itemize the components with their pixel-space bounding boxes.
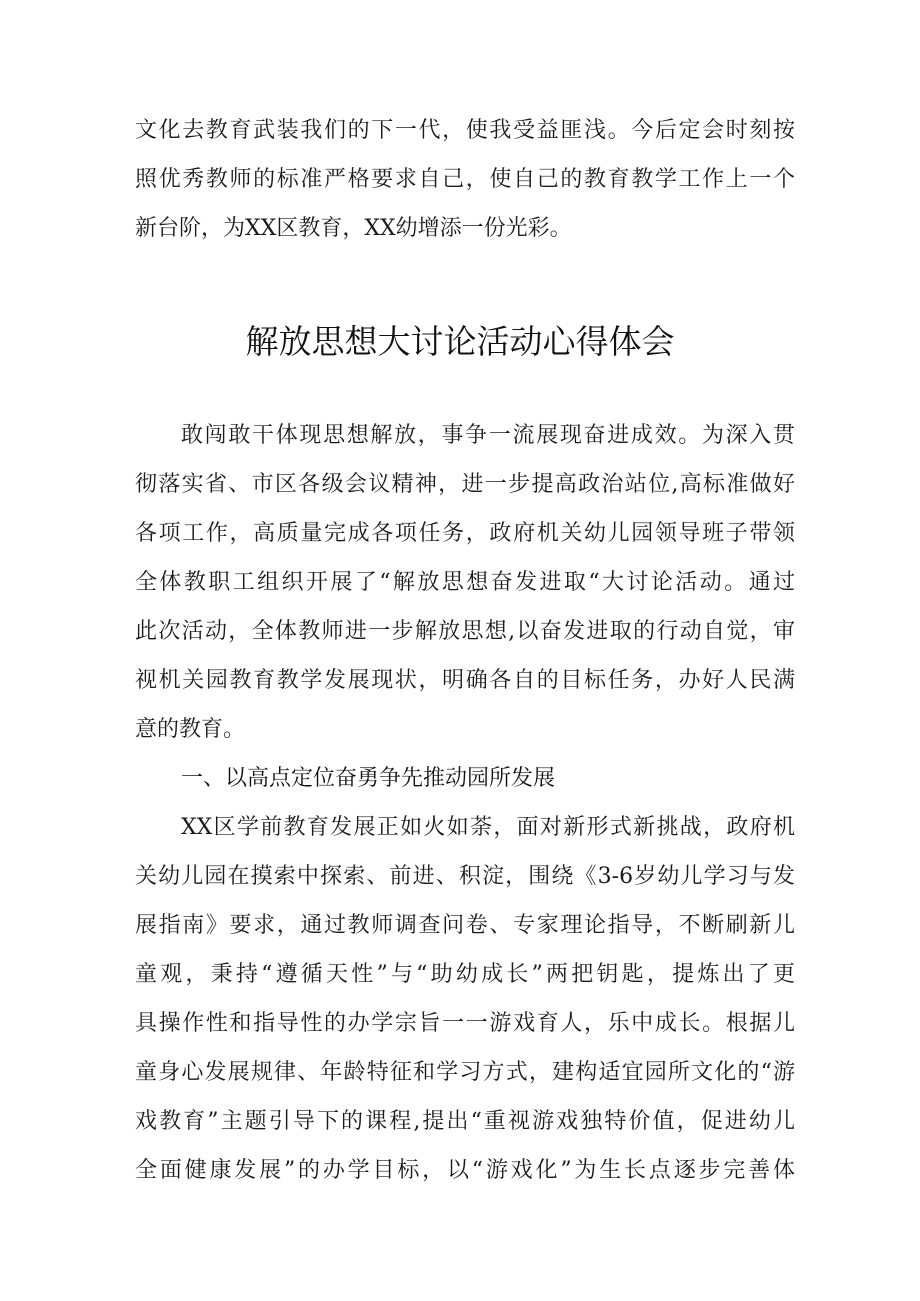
- paragraph1-line-7: 意的教育。: [135, 717, 246, 742]
- section1-line-7: 戏教育”主题引导下的课程,提出“重视游戏独特价值，促进幼儿: [135, 1109, 795, 1134]
- section1-line-2: 关幼儿园在摸索中探索、前进、积淀，围绕《3-6岁幼儿学习与发: [135, 864, 795, 889]
- section1-line-8: 全面健康发展”的办学目标，以“游戏化”为生长点逐步完善体: [135, 1158, 795, 1183]
- paragraph1-line-2: 彻落实省、市区各级会议精神，进一步提高政治站位,高标准做好: [135, 472, 795, 497]
- intro-line-2: 照优秀教师的标准严格要求自己，使自己的教育教学工作上一个: [135, 167, 795, 192]
- section1-line-5: 具操作性和指导性的办学宗旨一一游戏育人，乐中成长。根据儿: [135, 1011, 795, 1036]
- article-title: 解放思想大讨论活动心得体会: [245, 322, 675, 361]
- paragraph1-line-5: 此次活动，全体教师进一步解放思想,以奋发进取的行动自觉，审: [135, 619, 795, 644]
- paragraph1-line-4: 全体教职工组织开展了“解放思想奋发进取“大讨论活动。通过: [135, 570, 795, 595]
- section1-line-4: 童观，秉持“遵循天性”与“助幼成长”两把钥匙，提炼出了更: [135, 962, 795, 987]
- intro-line-3: 新台阶，为XX区教育，XX幼增添一份光彩。: [135, 216, 572, 241]
- section1-line-1: XX区学前教育发展正如火如荼，面对新形式新挑战，政府机: [181, 815, 795, 840]
- section1-line-6: 童身心发展规律、年龄特征和学习方式，建构适宜园所文化的“游: [135, 1060, 795, 1085]
- paragraph1-line-6: 视机关园教育教学发展现状，明确各自的目标任务，办好人民满: [135, 668, 795, 693]
- paragraph1-line-1: 敢闯敢干体现思想解放，事争一流展现奋进成效。为深入贯: [181, 423, 795, 448]
- intro-line-1: 文化去教育武装我们的下一代，使我受益匪浅。今后定会时刻按: [135, 118, 795, 143]
- paragraph1-line-3: 各项工作，高质量完成各项任务，政府机关幼儿园领导班子带领: [135, 521, 795, 546]
- section1-line-3: 展指南》要求，通过教师调查问卷、专家理论指导，不断刷新儿: [135, 913, 795, 938]
- section1-heading: 一、以高点定位奋勇争先推动园所发展: [181, 766, 556, 791]
